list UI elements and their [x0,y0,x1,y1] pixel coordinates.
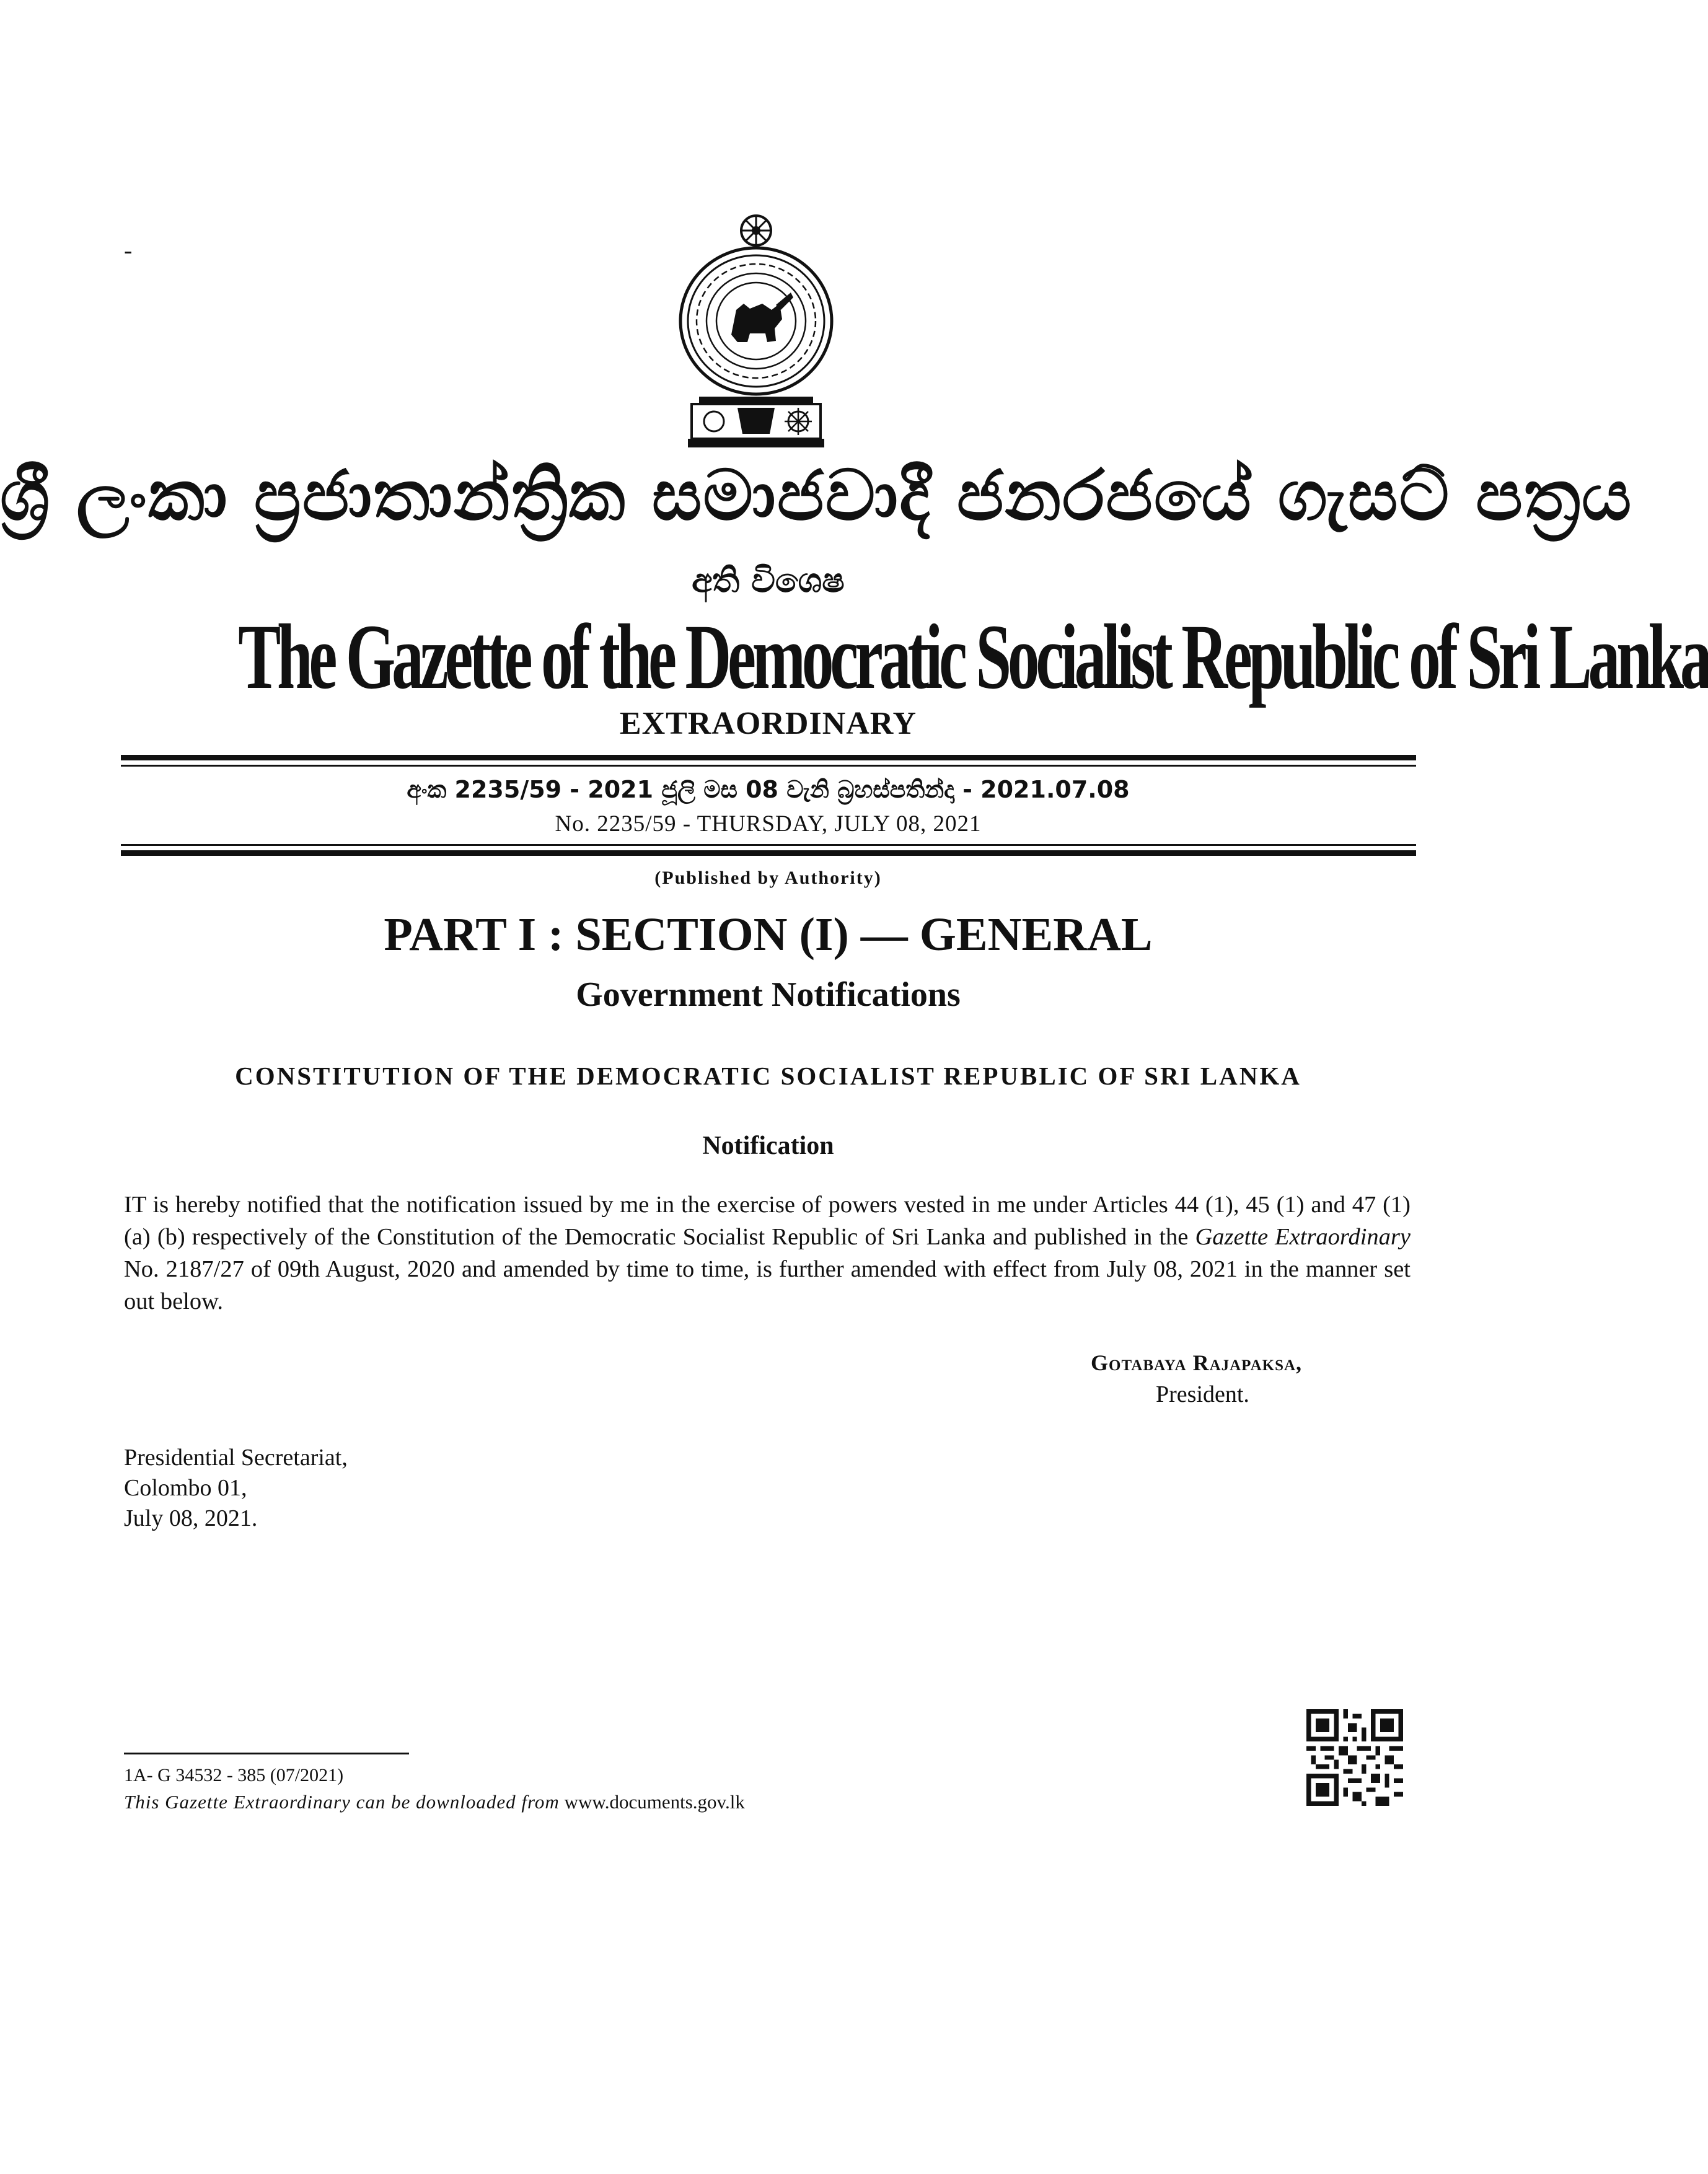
address-line: Colombo 01, [124,1475,247,1501]
extraordinary-label: EXTRAORDINARY [619,706,917,741]
notification-heading: Notification [702,1132,834,1160]
body-text-part1: IT is hereby notified that the notification issued by me in the exercise of powers vested in me under Articles 44 (1), 45 (1) and 47 (1) (a) (b) respectively of the Constitution of the Democratic Socialist Republic of Sri Lanka and published in the [124,1192,1411,1250]
address-date: July 08, 2021. [124,1505,258,1531]
issue-number-sinhala: අංක 2235/59 - 2021 ජූලි මස 08 වැනි බ්‍රහස්පතින්දා - 2021.07.08 [407,776,1130,803]
sinhala-gazette-title: ශ්‍රී ලංකා ප්‍රජාතාන්ත්‍රික සමාජවාදී ජනරජයේ ගැසට් පත්‍රය [0,455,1633,536]
signatory-name: Gotabaya Rajapaksa, [1091,1350,1303,1375]
issue-number-english: No. 2235/59 - THURSDAY, JULY 08, 2021 [555,811,982,837]
notification-body [124,1189,1411,1318]
gazette-extraordinary-italic: Gazette Extraordinary [1195,1224,1411,1250]
part-section-title: PART I : SECTION (I) — GENERAL [384,909,1153,961]
issue-rule-thick [121,850,1416,856]
footer-print-code: 1A- G 34532 - 385 (07/2021) [124,1765,344,1785]
footer-download-note [124,1791,745,1813]
body-text-part2: No. 2187/27 of 09th August, 2020 and amended by time to time, is further amended with effect from July 08, 2021 in the manner set out below. [124,1256,1411,1314]
page-dash: - [124,236,133,264]
issuing-address [124,1443,348,1534]
qr-code-icon [1306,1709,1403,1806]
constitution-title: CONSTITUTION OF THE DEMOCRATIC SOCIALIST REPUBLIC OF SRI LANKA [235,1062,1301,1090]
signatory-title: President. [1156,1381,1249,1407]
issue-rule-thin [121,844,1416,846]
address-line: Presidential Secretariat, [124,1445,348,1471]
government-notifications-heading: Government Notifications [576,975,961,1014]
sinhala-extraordinary-label: අති විශෙෂ [692,561,845,600]
english-gazette-title: The Gazette of the Democratic Socialist Republic of Sri Lanka [238,605,1708,708]
footer-note-text: This Gazette Extraordinary can be downloaded from [124,1791,560,1813]
sri-lanka-emblem-icon [669,211,843,452]
published-by-authority: (Published by Authority) [654,868,882,888]
header-rule-thin [121,765,1416,767]
header-rule-thick [121,755,1416,760]
footer-rule [124,1753,409,1754]
footer-url-link[interactable]: www.documents.gov.lk [564,1791,745,1813]
